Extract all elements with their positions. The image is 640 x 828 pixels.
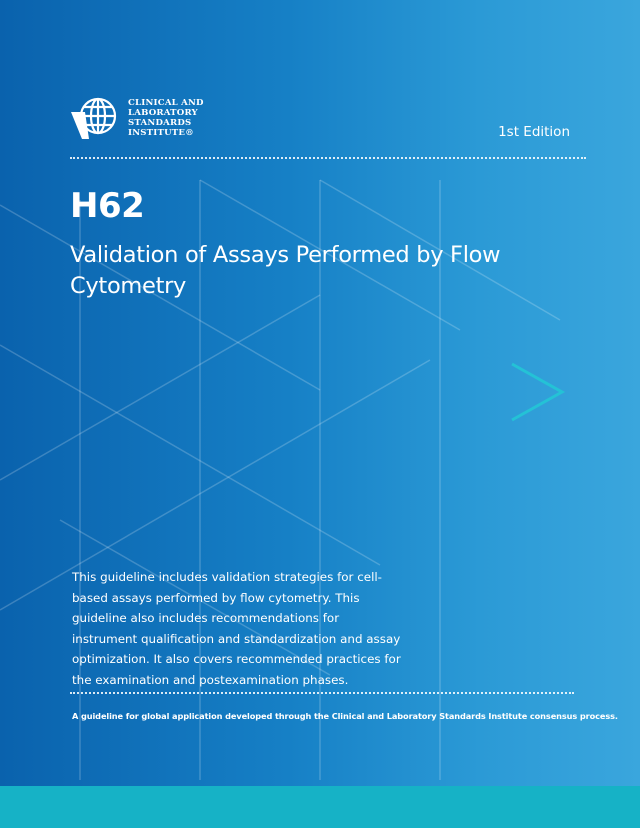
- organization-name-line: LABORATORY: [128, 108, 198, 118]
- dotted-divider-bottom: [70, 692, 574, 694]
- document-title: Validation of Assays Performed by Flow Cytometry: [70, 242, 501, 299]
- document-code: H62: [70, 186, 145, 226]
- chevron-icon: [512, 364, 562, 420]
- organization-name-line: INSTITUTE®: [128, 128, 194, 138]
- organization-name: [128, 98, 204, 138]
- dotted-divider-top: [70, 157, 586, 159]
- bottom-color-band: [0, 786, 640, 828]
- edition-label: 1st Edition: [498, 124, 570, 140]
- organization-name-line: STANDARDS: [128, 118, 192, 128]
- consensus-note: A guideline for global application developed through the Clinical and Laboratory Standards Institute consensus process.: [72, 711, 618, 721]
- globe-icon: [68, 92, 124, 144]
- organization-name-line: CLINICAL AND: [128, 98, 204, 108]
- document-description: This guideline includes validation strategies for cell-based assays performed by flow cytometry. This guideline also includes recommendations for instrument qualification and standardization and assay optimization. It also covers recommended practices for the examination and postexamination phases.: [72, 570, 401, 687]
- clsi-logo: [68, 92, 204, 144]
